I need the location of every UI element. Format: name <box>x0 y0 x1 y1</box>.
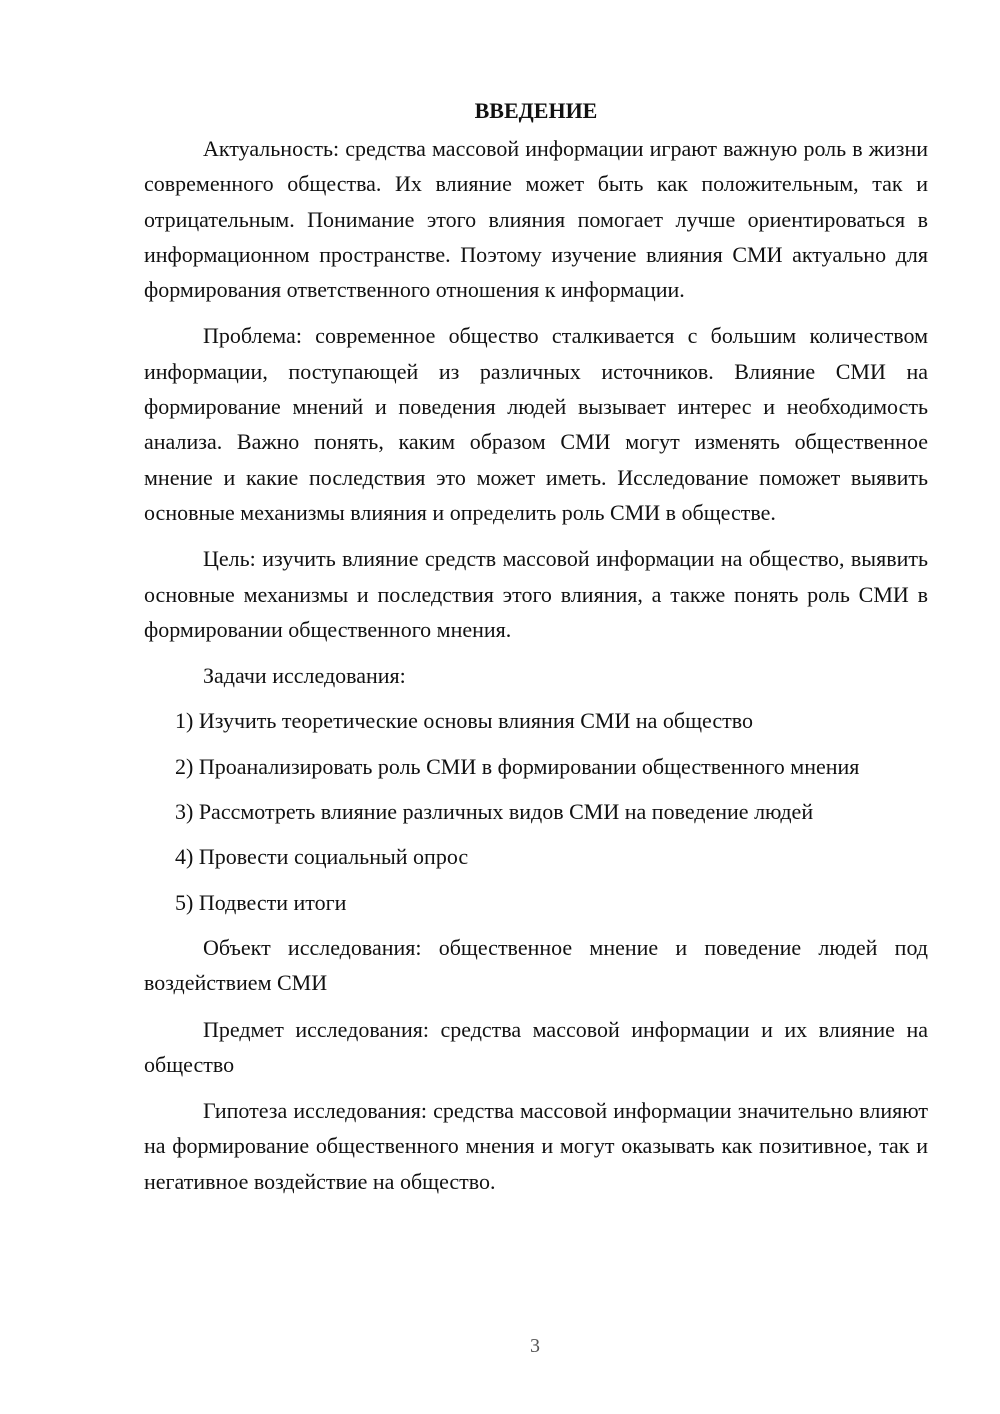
document-page <box>144 96 928 1210</box>
task-item: 3) Рассмотреть влияние различных видов СМИ на поведение людей <box>175 799 814 825</box>
paragraph-problem: Проблема: современное общество сталкивается с большим количеством информации, поступающей из различных источников. Влияние СМИ на формирование мнений и поведения людей вызывает интерес и необходимость анализа. Важно понять, каким образом СМИ могут изменять общественное мнение и какие последствия это может иметь. Исследование поможет выявить основные механизмы влияния и определить роль СМИ в обществе. <box>144 323 928 525</box>
paragraph-relevance: Актуальность: средства массовой информации играют важную роль в жизни современного общества. Их влияние может быть как положительным, так и отрицательным. Понимание этого влияния помогает лучше ориентироваться в информационном пространстве. Поэтому изучение влияния СМИ актуально для формирования ответственного отношения к информации. <box>144 136 928 303</box>
paragraph-goal: Цель: изучить влияние средств массовой информации на общество, выявить основные механизмы и последствия этого влияния, а также понять роль СМИ в формировании общественного мнения. <box>144 546 928 642</box>
task-item: 1) Изучить теоретические основы влияния СМИ на общество <box>175 708 753 734</box>
paragraph-object: Объект исследования: общественное мнение и поведение людей под воздействием СМИ <box>144 934 928 996</box>
paragraph-subject: Предмет исследования: средства массовой информации и их влияние на общество <box>144 1016 928 1077</box>
section-title: ВВЕДЕНИЕ <box>474 98 598 123</box>
page-number: 3 <box>530 1335 540 1357</box>
task-item: 4) Провести социальный опрос <box>175 844 469 870</box>
task-item: 2) Проанализировать роль СМИ в формировании общественного мнения <box>175 753 860 779</box>
tasks-heading: Задачи исследования: <box>203 663 406 689</box>
paragraph-hypothesis: Гипотеза исследования: средства массовой информации значительно влияют на формирование общественного мнения и могут оказывать как позитивное, так и негативное воздействие на общество. <box>144 1098 928 1194</box>
task-item: 5) Подвести итоги <box>175 889 347 915</box>
